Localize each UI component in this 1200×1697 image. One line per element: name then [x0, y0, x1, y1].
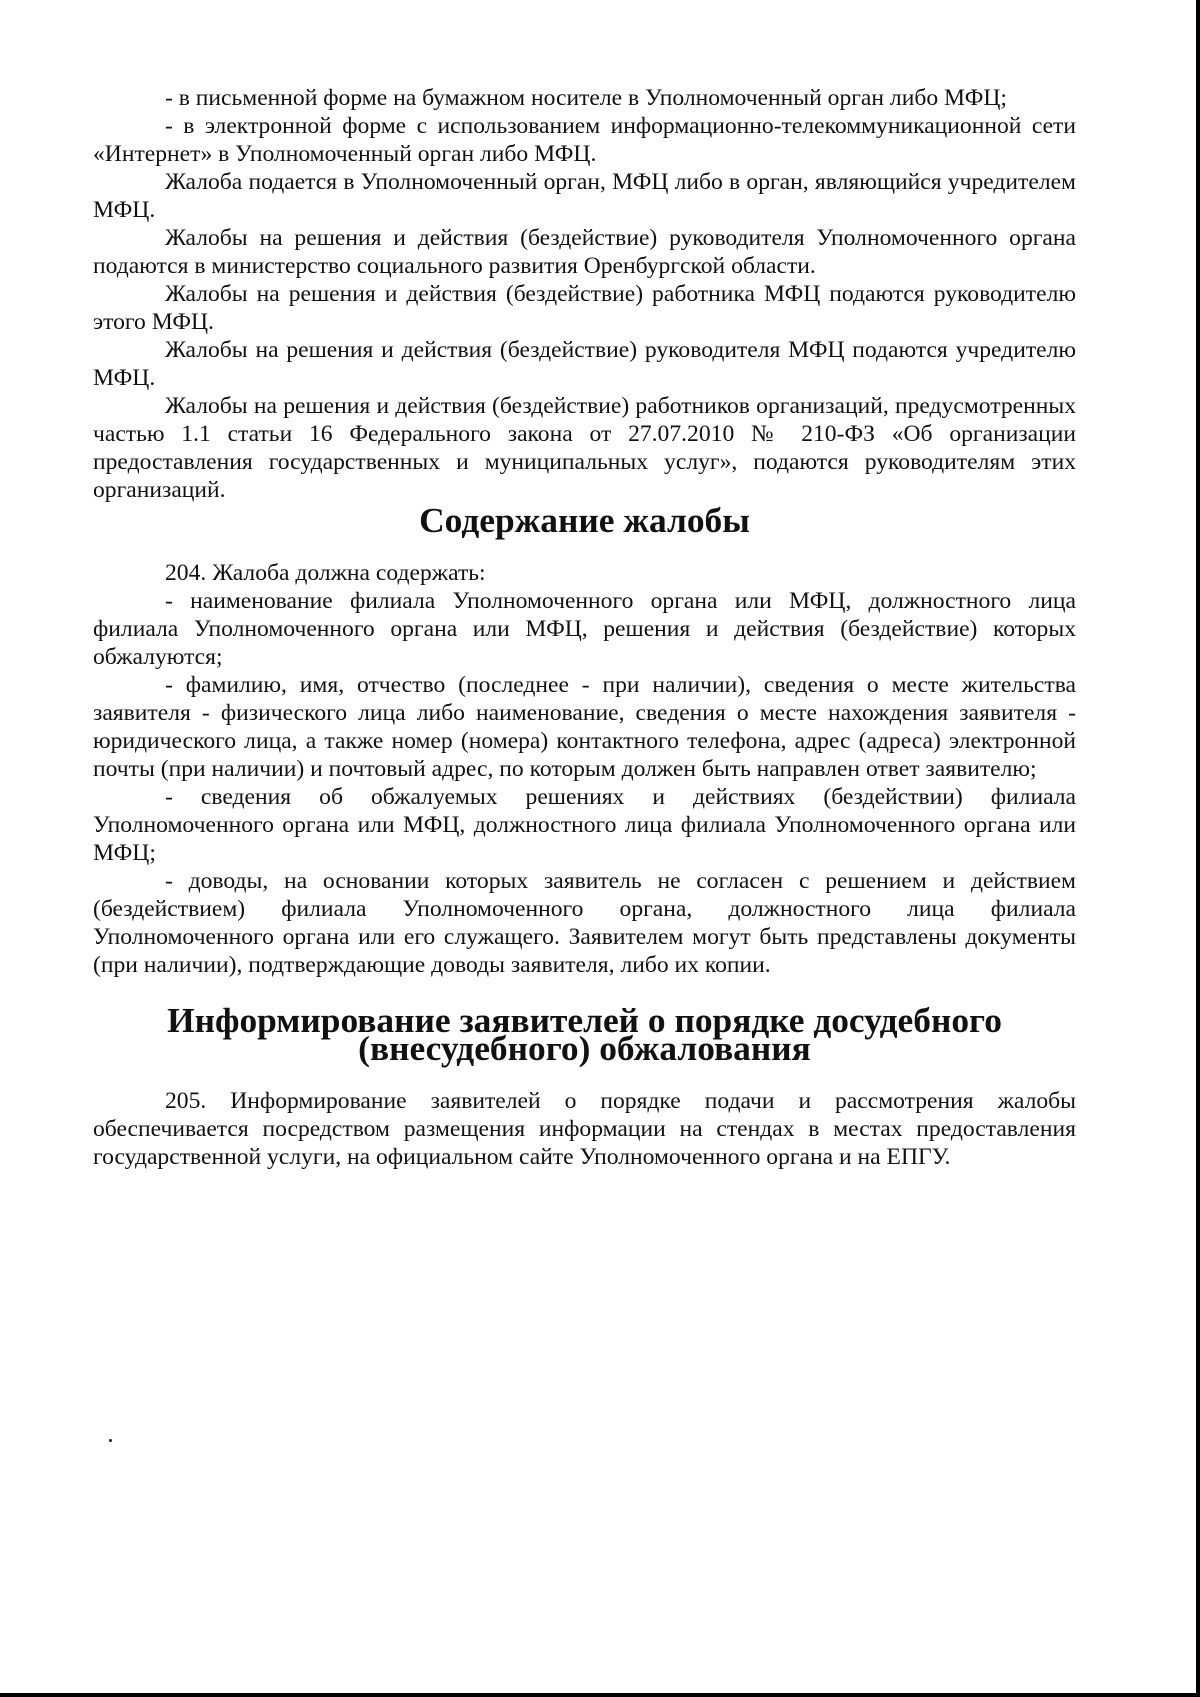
paragraph-204: 204. Жалоба должна содержать:: [165, 560, 486, 586]
paragraph-204-item-decisions: - сведения об обжалуемых решениях и действиях (бездействии) филиала Уполномоченного органа или МФЦ, должностного лица филиала Уполномоченного органа или МФЦ;: [93, 784, 1076, 866]
paragraph-electronic-form: - в электронной форме с использованием информационно-телекоммуникационной сети «Интернет» в Уполномоченный орган либо МФЦ.: [93, 113, 1076, 167]
paragraph-204-item-applicant: - фамилию, имя, отчество (последнее - при наличии), сведения о месте жительства заявителя - физического лица либо наименование, сведения о месте нахождения заявителя - юридического лица, а также номер (номера) контактного телефона, адрес (адреса) электронной почты (при наличии) и почтовый адрес, по которым должен быть направлен ответ заявителю;: [93, 672, 1076, 782]
paragraph-complaint-mfc-worker: Жалобы на решения и действия (бездействие) работника МФЦ подаются руководителю этого МФЦ.: [93, 281, 1076, 335]
document-body: [93, 84, 1076, 1171]
paragraph-204-item-arguments: - доводы, на основании которых заявитель не согласен с решением и действием (бездействием) филиала Уполномоченного органа, должностного лица филиала Уполномоченного органа или его служащего. Заявителем могут быть представлены документы (при наличии), подтверждающие доводы заявителя, либо их копии.: [93, 868, 1076, 978]
page-edge-right: [1196, 0, 1200, 1697]
paragraph-204-item-name: - наименование филиала Уполномоченного органа или МФЦ, должностного лица филиала Уполномоченного органа или МФЦ, решения и действия (бездействие) которых обжалуются;: [93, 588, 1076, 670]
scan-speck: [109, 1439, 112, 1442]
paragraph-complaint-organizations: Жалобы на решения и действия (бездействие) работников организаций, предусмотренных частью 1.1 статьи 16 Федерального закона от 27.07.2010 № 210-ФЗ «Об организации предоставления государственных и муниципальных услуг», подаются руководителям этих организаций.: [93, 393, 1076, 503]
paragraph-205: 205. Информирование заявителей о порядке подачи и рассмотрения жалобы обеспечивается посредством размещения информации на стендах в местах предоставления государственной услуги, на официальном сайте Уполномоченного органа и на ЕПГУ.: [93, 1088, 1076, 1170]
heading-informing-applicants: Информирование заявителей о порядке досудебного (внесудебного) обжалования: [167, 1000, 1002, 1068]
page-edge-bottom: [0, 1693, 1200, 1697]
paragraph-complaint-mfc-head: Жалобы на решения и действия (бездействие) руководителя МФЦ подаются учредителю МФЦ.: [93, 337, 1076, 391]
heading-complaint-content: Содержание жалобы: [419, 500, 750, 540]
paragraph-complaint-head-authority: Жалобы на решения и действия (бездействие) руководителя Уполномоченного органа подаются в министерство социального развития Оренбургской области.: [93, 225, 1076, 279]
paragraph-written-form: - в письменной форме на бумажном носителе в Уполномоченный орган либо МФЦ;: [165, 85, 1007, 111]
paragraph-complaint-filing: Жалоба подается в Уполномоченный орган, МФЦ либо в орган, являющийся учредителем МФЦ.: [93, 169, 1076, 223]
